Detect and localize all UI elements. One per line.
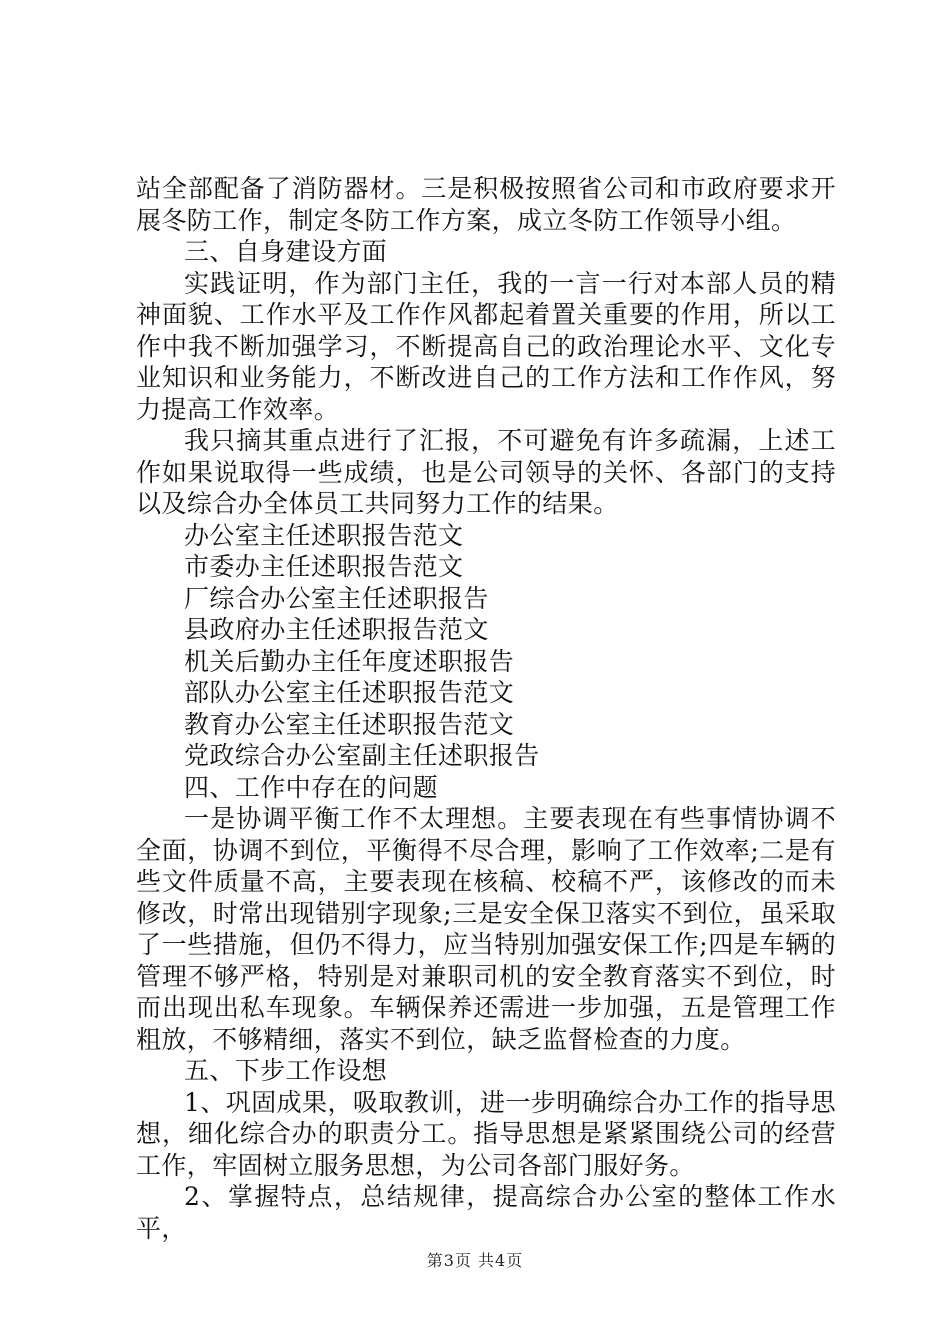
related-article-title: 教育办公室主任述职报告范文: [184, 709, 515, 739]
related-article-title: 市委办主任述职报告范文: [184, 552, 464, 581]
paragraph-next-step-2: 2、掌握特点，总结规律，提高综合办公室的整体工作水平，: [136, 1182, 836, 1243]
related-article-title: 县政府办主任述职报告范文: [184, 615, 489, 644]
related-article-title: 办公室主任述职报告范文: [184, 520, 464, 550]
document-body: [136, 173, 836, 1244]
section-heading-self-building: 三、自身建设方面: [184, 237, 388, 266]
section-heading-next-steps: 五、下步工作设想: [184, 1056, 388, 1085]
related-article-title: 厂综合办公室主任述职报告: [184, 583, 489, 613]
related-article-title: 机关后勤办主任年度述职报告: [184, 646, 515, 676]
paragraph-summary: 我只摘其重点进行了汇报，不可避免有许多疏漏，上述工作如果说取得一些成绩，也是公司领导的关怀、各部门的支持以及综合办全体员工共同努力工作的结果。: [136, 426, 836, 518]
section-heading-problems: 四、工作中存在的问题: [184, 772, 439, 802]
related-article-title: 部队办公室主任述职报告范文: [184, 678, 515, 707]
paragraph-problems: 一是协调平衡工作不太理想。主要表现在有些事情协调不全面，协调不到位，平衡得不尽合理，影响了工作效率;二是有些文件质量不高，主要表现在核稿、校稿不严，该修改的而未修改，时常出现错别字现象;三是安全保卫落实不到位，虽采取了一些措施，但仍不得力，应当特别加强安保工作;四是车辆的管理不够严格，特别是对兼职司机的安全教育落实不到位，时而出现出私车现象。车辆保养还需进一步加强，五是管理工作粗放，不够精细，落实不到位，缺乏监督检查的力度。: [136, 804, 836, 1054]
paragraph-next-step-1: 1、巩固成果，吸取教训，进一步明确综合办工作的指导思想，细化综合办的职责分工。指导思想是紧紧围绕公司的经营工作，牢固树立服务思想，为公司各部门服好务。: [136, 1087, 836, 1180]
paragraph-continuation: 站全部配备了消防器材。三是积极按照省公司和市政府要求开展冬防工作，制定冬防工作方案，成立冬防工作领导小组。: [136, 174, 836, 235]
paragraph-self-building: 实践证明，作为部门主任，我的一言一行对本部人员的精神面貌、工作水平及工作作风都起着置关重要的作用，所以工作中我不断加强学习，不断提高自己的政治理论水平、文化专业知识和业务能力，不断改进自己的工作方法和工作作风，努力提高工作效率。: [136, 268, 836, 424]
related-article-title: 党政综合办公室副主任述职报告: [184, 741, 540, 770]
page-number-footer: 第3页 共4页: [426, 1251, 524, 1270]
